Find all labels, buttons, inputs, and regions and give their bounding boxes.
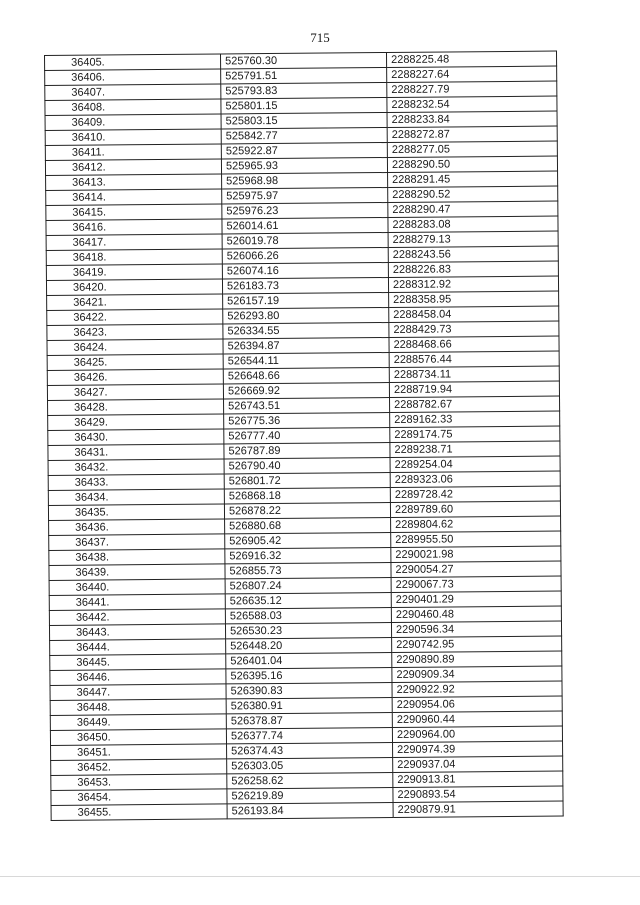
- point-id-cell: 36406.: [45, 69, 221, 86]
- y-coordinate-cell: 2289238.71: [390, 441, 560, 457]
- x-coordinate-cell: 525968.98: [222, 173, 388, 189]
- point-id-cell: 36436.: [49, 519, 225, 536]
- y-coordinate-cell: 2288358.95: [389, 291, 559, 307]
- x-coordinate-cell: 525801.15: [221, 98, 387, 114]
- x-coordinate-cell: 526378.87: [226, 712, 392, 728]
- x-coordinate-cell: 526588.03: [225, 607, 391, 623]
- y-coordinate-cell: 2288291.45: [388, 171, 558, 187]
- x-coordinate-cell: 526183.73: [222, 278, 388, 294]
- point-id-cell: 36445.: [50, 654, 226, 671]
- point-id-cell: 36450.: [50, 729, 226, 746]
- x-coordinate-cell: 526380.91: [226, 697, 392, 713]
- point-id-cell: 36439.: [49, 564, 225, 581]
- point-id-cell: 36446.: [50, 669, 226, 686]
- point-id-cell: 36451.: [51, 744, 227, 761]
- point-id-cell: 36447.: [50, 684, 226, 701]
- coordinates-table-container: [44, 51, 563, 821]
- page-number: 715: [310, 30, 330, 45]
- y-coordinate-cell: 2288279.13: [388, 231, 558, 247]
- x-coordinate-cell: 526868.18: [224, 487, 390, 503]
- point-id-cell: 36405.: [45, 54, 221, 71]
- point-id-cell: 36414.: [46, 189, 222, 206]
- y-coordinate-cell: 2288576.44: [389, 351, 559, 367]
- point-id-cell: 36412.: [45, 159, 221, 176]
- y-coordinate-cell: 2290960.44: [392, 711, 562, 727]
- y-coordinate-cell: 2290974.39: [393, 741, 563, 757]
- y-coordinate-cell: 2288719.94: [389, 381, 559, 397]
- x-coordinate-cell: 526530.23: [225, 622, 391, 638]
- point-id-cell: 36442.: [49, 609, 225, 626]
- point-id-cell: 36437.: [49, 534, 225, 551]
- y-coordinate-cell: 2288429.73: [389, 321, 559, 337]
- point-id-cell: 36413.: [46, 174, 222, 191]
- y-coordinate-cell: 2289789.60: [390, 501, 560, 517]
- point-id-cell: 36417.: [46, 234, 222, 251]
- point-id-cell: 36429.: [48, 414, 224, 431]
- x-coordinate-cell: 526334.55: [223, 323, 389, 339]
- y-coordinate-cell: 2288782.67: [390, 396, 560, 412]
- table-row: [51, 801, 563, 820]
- x-coordinate-cell: 526374.43: [227, 742, 393, 758]
- y-coordinate-cell: 2288232.54: [387, 96, 557, 112]
- point-id-cell: 36416.: [46, 219, 222, 236]
- point-id-cell: 36430.: [48, 429, 224, 446]
- point-id-cell: 36448.: [50, 699, 226, 716]
- x-coordinate-cell: 526157.19: [223, 293, 389, 309]
- x-coordinate-cell: 526401.04: [226, 652, 392, 668]
- y-coordinate-cell: 2288458.04: [389, 306, 559, 322]
- x-coordinate-cell: 526787.89: [224, 442, 390, 458]
- point-id-cell: 36453.: [51, 774, 227, 791]
- y-coordinate-cell: 2290913.81: [393, 771, 563, 787]
- point-id-cell: 36421.: [47, 294, 223, 311]
- point-id-cell: 36440.: [49, 579, 225, 596]
- y-coordinate-cell: 2288243.56: [388, 246, 558, 262]
- x-coordinate-cell: 526074.16: [222, 263, 388, 279]
- point-id-cell: 36423.: [47, 324, 223, 341]
- x-coordinate-cell: 525976.23: [222, 203, 388, 219]
- y-coordinate-cell: 2290922.92: [392, 681, 562, 697]
- y-coordinate-cell: 2288227.64: [387, 66, 557, 82]
- point-id-cell: 36444.: [50, 639, 226, 656]
- x-coordinate-cell: 526258.62: [227, 772, 393, 788]
- y-coordinate-cell: 2290067.73: [391, 576, 561, 592]
- scan-artifact-line: [0, 876, 640, 877]
- coordinates-table: [44, 51, 564, 821]
- point-id-cell: 36441.: [49, 594, 225, 611]
- point-id-cell: 36419.: [46, 264, 222, 281]
- x-coordinate-cell: 525975.97: [222, 188, 388, 204]
- point-id-cell: 36449.: [50, 714, 226, 731]
- x-coordinate-cell: 526293.80: [223, 308, 389, 324]
- y-coordinate-cell: 2290964.00: [392, 726, 562, 742]
- point-id-cell: 36425.: [47, 354, 223, 371]
- y-coordinate-cell: 2290460.48: [391, 606, 561, 622]
- point-id-cell: 36438.: [49, 549, 225, 566]
- x-coordinate-cell: 525791.51: [221, 68, 387, 84]
- x-coordinate-cell: 526394.87: [223, 338, 389, 354]
- y-coordinate-cell: 2288290.52: [388, 186, 558, 202]
- y-coordinate-cell: 2290742.95: [392, 636, 562, 652]
- x-coordinate-cell: 525760.30: [220, 53, 386, 69]
- y-coordinate-cell: 2288226.83: [388, 261, 558, 277]
- x-coordinate-cell: 526648.66: [223, 367, 389, 383]
- x-coordinate-cell: 526777.40: [224, 427, 390, 443]
- coordinates-table-body: [45, 51, 564, 820]
- x-coordinate-cell: 526855.73: [225, 562, 391, 578]
- x-coordinate-cell: 526390.83: [226, 682, 392, 698]
- y-coordinate-cell: 2288272.87: [387, 126, 557, 142]
- y-coordinate-cell: 2288290.47: [388, 201, 558, 217]
- x-coordinate-cell: 526395.16: [226, 667, 392, 683]
- y-coordinate-cell: 2288277.05: [387, 141, 557, 157]
- point-id-cell: 36410.: [45, 129, 221, 146]
- x-coordinate-cell: 526014.61: [222, 218, 388, 234]
- x-coordinate-cell: 526916.32: [225, 547, 391, 563]
- x-coordinate-cell: 526905.42: [225, 532, 391, 548]
- y-coordinate-cell: 2288312.92: [388, 276, 558, 292]
- point-id-cell: 36422.: [47, 309, 223, 326]
- y-coordinate-cell: 2290937.04: [393, 756, 563, 772]
- x-coordinate-cell: 526377.74: [226, 727, 392, 743]
- x-coordinate-cell: 526193.84: [227, 802, 393, 818]
- y-coordinate-cell: 2290054.27: [391, 561, 561, 577]
- point-id-cell: 36427.: [47, 384, 223, 401]
- x-coordinate-cell: 526790.40: [224, 457, 390, 473]
- x-coordinate-cell: 526448.20: [226, 637, 392, 653]
- y-coordinate-cell: 2289728.42: [390, 486, 560, 502]
- y-coordinate-cell: 2290021.98: [391, 546, 561, 562]
- x-coordinate-cell: 526544.11: [223, 352, 389, 368]
- x-coordinate-cell: 525922.87: [221, 143, 387, 159]
- y-coordinate-cell: 2289174.75: [390, 426, 560, 442]
- point-id-cell: 36420.: [46, 279, 222, 296]
- point-id-cell: 36407.: [45, 84, 221, 101]
- x-coordinate-cell: 526019.78: [222, 233, 388, 249]
- y-coordinate-cell: 2289955.50: [391, 531, 561, 547]
- x-coordinate-cell: 526801.72: [224, 472, 390, 488]
- point-id-cell: 36433.: [48, 474, 224, 491]
- y-coordinate-cell: 2290596.34: [391, 621, 561, 637]
- y-coordinate-cell: 2288227.79: [387, 81, 557, 97]
- point-id-cell: 36432.: [48, 459, 224, 476]
- x-coordinate-cell: 525803.15: [221, 113, 387, 129]
- y-coordinate-cell: 2290909.34: [392, 666, 562, 682]
- point-id-cell: 36452.: [51, 759, 227, 776]
- y-coordinate-cell: 2290893.54: [393, 786, 563, 802]
- y-coordinate-cell: 2289162.33: [390, 411, 560, 427]
- x-coordinate-cell: 526219.89: [227, 787, 393, 803]
- x-coordinate-cell: 526669.92: [223, 382, 389, 398]
- x-coordinate-cell: 526880.68: [225, 517, 391, 533]
- x-coordinate-cell: 526743.51: [224, 397, 390, 413]
- x-coordinate-cell: 526807.24: [225, 577, 391, 593]
- point-id-cell: 36424.: [47, 339, 223, 356]
- x-coordinate-cell: 526303.05: [227, 757, 393, 773]
- point-id-cell: 36431.: [48, 444, 224, 461]
- y-coordinate-cell: 2288233.84: [387, 111, 557, 127]
- point-id-cell: 36409.: [45, 114, 221, 131]
- y-coordinate-cell: 2289804.62: [391, 516, 561, 532]
- x-coordinate-cell: 526878.22: [224, 502, 390, 518]
- y-coordinate-cell: 2289254.04: [390, 456, 560, 472]
- y-coordinate-cell: 2288734.11: [389, 366, 559, 382]
- point-id-cell: 36426.: [47, 369, 223, 386]
- point-id-cell: 36455.: [51, 804, 227, 821]
- point-id-cell: 36434.: [48, 489, 224, 506]
- y-coordinate-cell: 2290401.29: [391, 591, 561, 607]
- point-id-cell: 36418.: [46, 249, 222, 266]
- y-coordinate-cell: 2288225.48: [386, 51, 556, 67]
- y-coordinate-cell: 2290954.06: [392, 696, 562, 712]
- x-coordinate-cell: 525965.93: [221, 158, 387, 174]
- x-coordinate-cell: 526635.12: [225, 592, 391, 608]
- x-coordinate-cell: 526775.36: [224, 412, 390, 428]
- point-id-cell: 36454.: [51, 789, 227, 806]
- y-coordinate-cell: 2288290.50: [387, 156, 557, 172]
- point-id-cell: 36435.: [48, 504, 224, 521]
- y-coordinate-cell: 2288468.66: [389, 336, 559, 352]
- point-id-cell: 36428.: [48, 399, 224, 416]
- point-id-cell: 36415.: [46, 204, 222, 221]
- x-coordinate-cell: 526066.26: [222, 248, 388, 264]
- y-coordinate-cell: 2290879.91: [393, 801, 563, 817]
- x-coordinate-cell: 525842.77: [221, 128, 387, 144]
- point-id-cell: 36408.: [45, 99, 221, 116]
- y-coordinate-cell: 2288283.08: [388, 216, 558, 232]
- y-coordinate-cell: 2290890.89: [392, 651, 562, 667]
- y-coordinate-cell: 2289323.06: [390, 471, 560, 487]
- point-id-cell: 36443.: [49, 624, 225, 641]
- x-coordinate-cell: 525793.83: [221, 83, 387, 99]
- point-id-cell: 36411.: [45, 144, 221, 161]
